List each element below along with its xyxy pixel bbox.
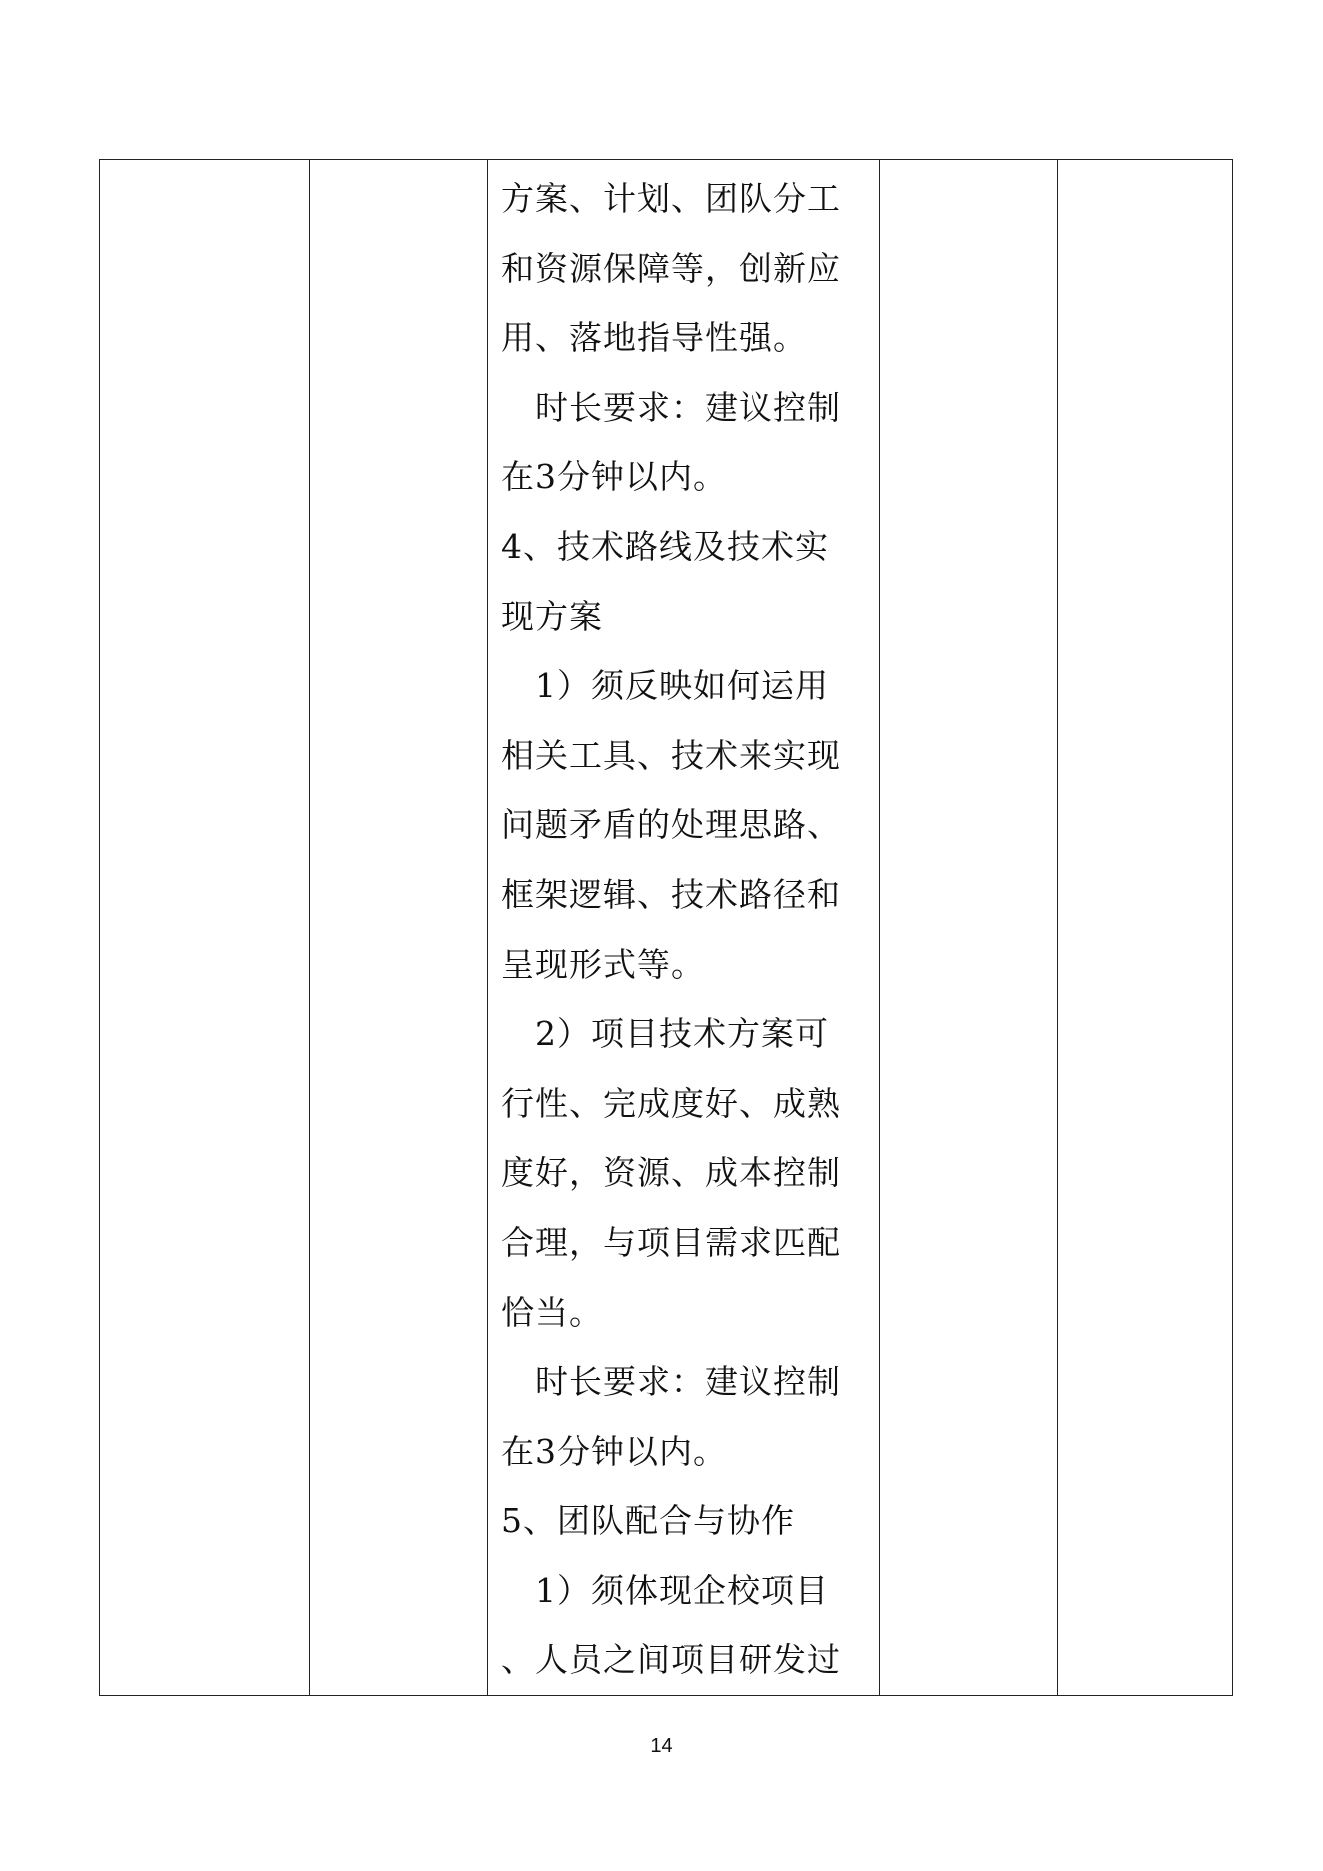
content-line: 、人员之间项目研发过 — [501, 1640, 841, 1680]
page-number: 14 — [650, 1735, 673, 1757]
content-line: 时长要求：建议控制 — [501, 387, 841, 427]
content-line: 恰当。 — [501, 1292, 603, 1332]
content-line: 1）须体现企校项目 — [501, 1570, 829, 1610]
table-cell-empty-2 — [310, 160, 488, 1696]
table-cell-empty-1 — [100, 160, 310, 1696]
table-row — [100, 160, 1233, 1696]
content-line: 现方案 — [501, 596, 603, 636]
content-lines — [488, 160, 879, 1695]
content-line: 在3分钟以内。 — [501, 1431, 727, 1471]
content-line: 呈现形式等。 — [501, 944, 705, 984]
document-table — [99, 159, 1233, 1696]
content-line: 行性、完成度好、成熟 — [501, 1083, 841, 1123]
content-line: 问题矛盾的处理思路、 — [501, 805, 841, 845]
content-line: 1）须反映如何运用 — [501, 666, 829, 706]
content-line: 相关工具、技术来实现 — [501, 735, 841, 775]
table-cell-empty-5 — [1058, 160, 1233, 1696]
content-line: 4、技术路线及技术实 — [501, 526, 829, 566]
content-line: 框架逻辑、技术路径和 — [501, 874, 841, 914]
content-line: 合理，与项目需求匹配 — [501, 1222, 841, 1262]
content-line: 5、团队配合与协作 — [501, 1501, 795, 1541]
content-line: 度好，资源、成本控制 — [501, 1153, 841, 1193]
content-line: 和资源保障等，创新应 — [501, 248, 841, 288]
content-line: 在3分钟以内。 — [501, 457, 727, 497]
content-line: 方案、计划、团队分工 — [501, 179, 841, 218]
content-line: 时长要求：建议控制 — [501, 1362, 841, 1402]
content-line: 2）项目技术方案可 — [501, 1014, 829, 1054]
table-cell-content — [488, 160, 880, 1696]
content-line: 用、落地指导性强。 — [501, 318, 807, 358]
table-cell-empty-4 — [880, 160, 1058, 1696]
